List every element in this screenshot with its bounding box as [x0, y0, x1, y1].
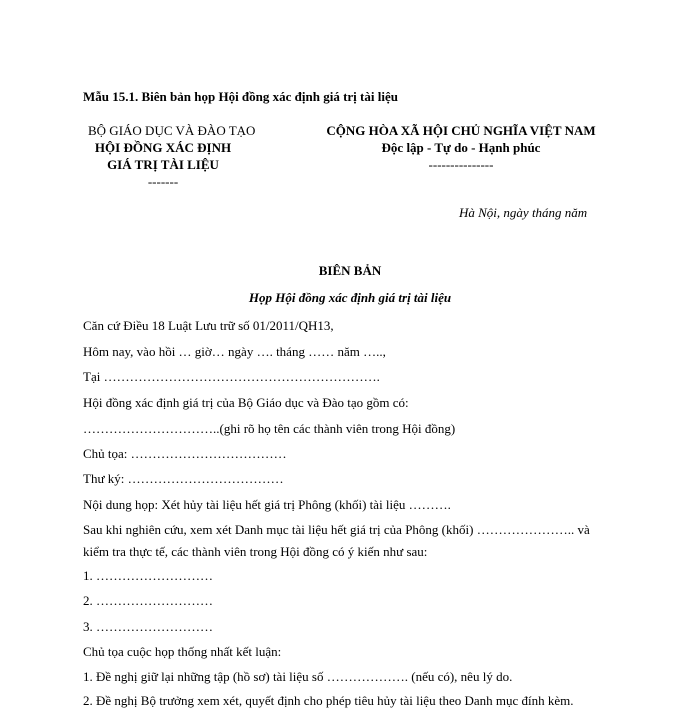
- national-motto: Độc lập - Tự do - Hạnh phúc: [381, 140, 541, 155]
- form-title: Mẫu 15.1. Biên bản họp Hội đồng xác định giá trị tài liệu: [83, 89, 398, 104]
- ministry-name: BỘ GIÁO DỤC VÀ ĐÀO TẠO: [88, 123, 256, 138]
- chairperson: Chủ tọa: ………………………………: [83, 446, 287, 461]
- document-subtitle: Họp Hội đồng xác định giá trị tài liệu: [248, 290, 452, 305]
- republic-name: CỘNG HÒA XÃ HỘI CHỦ NGHĨA VIỆT NAM: [326, 123, 596, 138]
- conclusion-item: 1. Đề nghị giữ lại những tập (hồ sơ) tài liệu số ………………. (nếu có), nêu lý do.: [83, 669, 513, 684]
- secretary: Thư ký: ………………………………: [83, 471, 284, 486]
- meeting-place: Tại ……………………………………………………….: [83, 369, 380, 384]
- legal-basis: Căn cứ Điều 18 Luật Lưu trữ số 01/2011/QH13,: [83, 318, 334, 333]
- council-name-line1: HỘI ĐỒNG XÁC ĐỊNH: [94, 140, 232, 155]
- members-list: …………………………..(ghi rõ họ tên các thành viên trong Hội đồng): [83, 421, 456, 436]
- meeting-time: Hôm nay, vào hồi … giờ… ngày …. tháng …… năm …..,: [83, 344, 386, 359]
- place-date-line: Hà Nội, ngày tháng năm: [459, 205, 588, 220]
- issuing-agency-header: [88, 122, 256, 190]
- left-header-divider: -------: [147, 174, 179, 189]
- council-name-line2: GIÁ TRỊ TÀI LIỆU: [107, 157, 219, 172]
- document-title: BIÊN BẢN: [318, 263, 382, 278]
- members-intro: Hội đồng xác định giá trị của Bộ Giáo dục và Đào tạo gồm có:: [83, 395, 409, 410]
- conclusion-intro: Chủ tọa cuộc họp thống nhất kết luận:: [83, 644, 282, 659]
- conclusion-item: 2. Đề nghị Bộ trưởng xem xét, quyết định cho phép tiêu hủy tài liệu theo Danh mục đính kèm.: [83, 693, 574, 708]
- national-header: [298, 122, 624, 173]
- meeting-content: Nội dung họp: Xét hủy tài liệu hết giá trị Phông (khối) tài liệu ……….: [83, 497, 451, 512]
- right-header-divider: ---------------: [428, 157, 494, 172]
- opinion-item: 2. ………………………: [83, 593, 213, 608]
- opinion-item: 3. ………………………: [83, 619, 213, 634]
- review-paragraph: Sau khi nghiên cứu, xem xét Danh mục tài liệu hết giá trị của Phông (khối) ………………….. và kiểm tra thực tế, các thành viên trong Hội đồng có ý kiến như sau:: [83, 522, 590, 559]
- opinion-item: 1. ………………………: [83, 568, 213, 583]
